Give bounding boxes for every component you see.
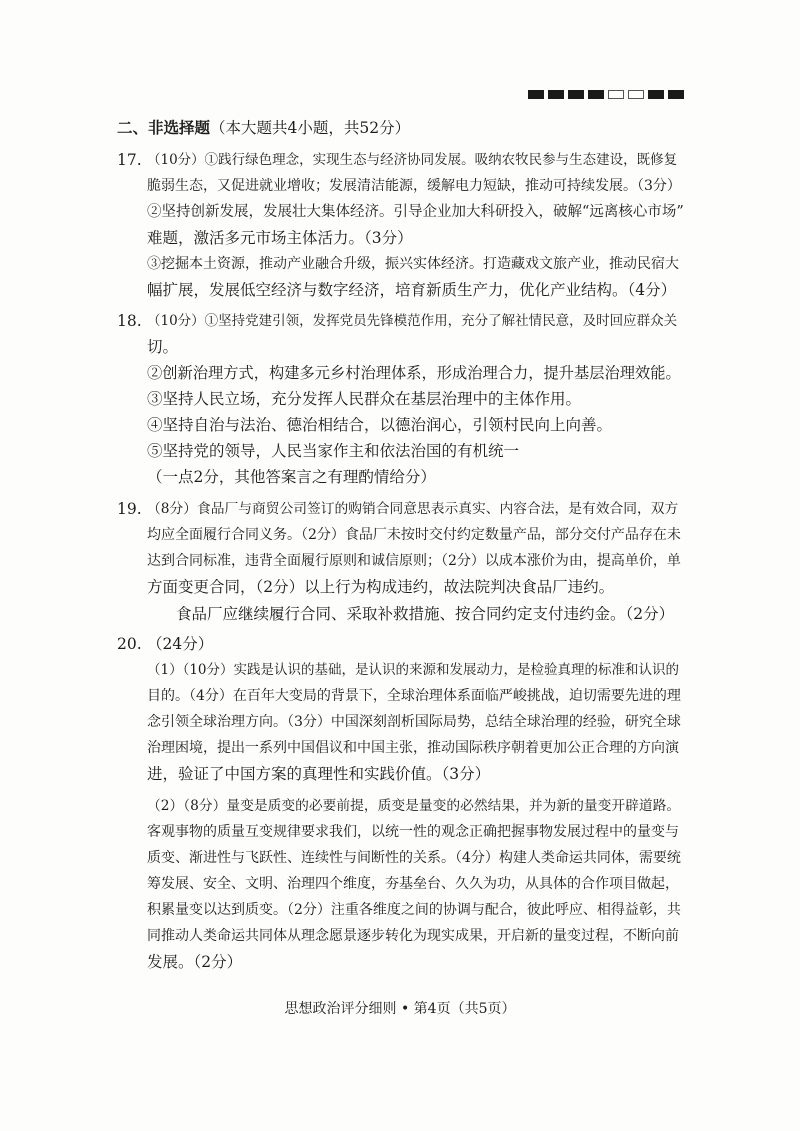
q19-line: 均应全面履行合同义务。（2分）食品厂未按时交付约定数量产品，部分交付产品存在未: [147, 527, 681, 543]
q20-line: 发展。（2分）: [147, 953, 243, 971]
q20-line: （2）（8分）量变是质变的必要前提，质变是量变的必然结果，并为新的量变开辟道路。: [147, 798, 681, 814]
q20-line: 同推动人类命运共同体从理念愿景逐步转化为现实成果，开启新的量变过程，不断向前: [147, 928, 679, 944]
q19-number: 19.: [117, 500, 142, 518]
q18-line: ⑤坚持党的领导，人民当家作主和依法治国的有机统一: [147, 442, 520, 460]
q17-line: 脆弱生态，又促进就业增收；发展清洁能源，缓解电力短缺，推动可持续发展。（3分）: [147, 178, 681, 194]
q18-line: ②创新治理方式，构建多元乡村治理体系，形成治理合力，提升基层治理效能。: [147, 364, 681, 382]
q17-number: 17.: [117, 151, 142, 169]
q17-line: 幅扩展，发展低空经济与数字经济，培育新质生产力，优化产业结构。（4分）: [147, 281, 677, 299]
section-title: 二、非选择题: [117, 119, 211, 137]
q18-line: （一点2分，其他答案言之有理酌情给分）: [147, 468, 436, 486]
q20-number: 20.: [117, 635, 142, 653]
q20-line: 目的。（4分）在百年大变局的背景下，全球治理体系面临严峻挑战，迫切需要先进的理: [147, 688, 681, 704]
q19-line: （8分）食品厂与商贸公司签订的购销合同意思表示真实、内容合法，是有效合同，双方: [147, 501, 679, 517]
q20-line: 筹发展、安全、文明、治理四个维度，夯基垒台、久久为功，从具体的合作项目做起，: [147, 876, 679, 892]
header-mark: [628, 90, 644, 99]
page-footer: 思想政治评分细则 • 第4页（共5页）: [284, 1001, 516, 1017]
q18-line: （10分）①坚持党建引领，发挥党员先锋模范作用，充分了解社情民意，及时回应群众关: [147, 313, 678, 329]
header-mark: [648, 90, 664, 99]
header-mark: [608, 90, 624, 99]
q20-line: 客观事物的质量互变规律要求我们，以统一性的观念正确把握事物发展过程中的量变与: [147, 824, 679, 840]
section-note: （本大题共4小题，共52分）: [210, 119, 411, 137]
q19-line: 达到合同标准，违背全面履行原则和诚信原则；（2分）以成本涨价为由，提高单价，单: [147, 553, 681, 569]
q20-line: （24分）: [147, 635, 214, 653]
q20-line: 质变、渐进性与飞跃性、连续性与间断性的关系。（4分）构建人类命运共同体，需要统: [147, 850, 681, 866]
q20-line: 念引领全球治理方向。（3分）中国深刻剖析国际局势，总结全球治理的经验，研究全球: [147, 714, 681, 730]
q20-line: 进，验证了中国方案的真理性和实践价值。（3分）: [147, 765, 491, 783]
q18-line: ④坚持自治与法治、德治相结合，以德治润心，引领村民向上向善。: [147, 416, 613, 434]
header-mark: [528, 90, 544, 99]
q18-line: 切。: [147, 338, 179, 356]
q20-line: （1）（10分）实践是认识的基础，是认识的来源和发展动力，是检验真理的标准和认识的: [147, 662, 680, 678]
q17-line: ②坚持创新发展，发展壮大集体经济。引导企业加大科研投入，破解“远离核心市场”: [147, 204, 684, 220]
q17-line: 难题，激活多元市场主体活力。（3分）: [147, 229, 413, 247]
header-mark: [568, 90, 584, 99]
q20-line: 治理困境，提出一系列中国倡议和中国主张，推动国际秩序朝着更加公正合理的方向演: [147, 740, 679, 756]
q19-line: 食品厂应继续履行合同、采取补救措施、按合同约定支付违约金。（2分）: [176, 605, 675, 623]
header-mark: [588, 90, 604, 99]
q17-line: （10分）①践行绿色理念，实现生态与经济协同发展。吸纳农牧民参与生态建设，既修复: [147, 152, 678, 168]
q20-line: 积累量变以达到质变。（2分）注重各维度之间的协调与配合，彼此呼应、相得益彰，共: [147, 902, 681, 918]
section-heading: [117, 118, 410, 138]
q19-line: 方面变更合同，（2分）以上行为构成违约，故法院判决食品厂违约。: [147, 578, 615, 596]
header-mark: [548, 90, 564, 99]
q18-line: ③坚持人民立场，充分发挥人民群众在基层治理中的主体作用。: [147, 390, 582, 408]
header-marks: [528, 90, 684, 99]
header-mark: [668, 90, 684, 99]
q18-number: 18.: [117, 312, 142, 330]
q17-line: ③挖掘本土资源，推动产业融合升级，振兴实体经济。打造藏戏文旅产业，推动民宿大: [147, 256, 679, 272]
